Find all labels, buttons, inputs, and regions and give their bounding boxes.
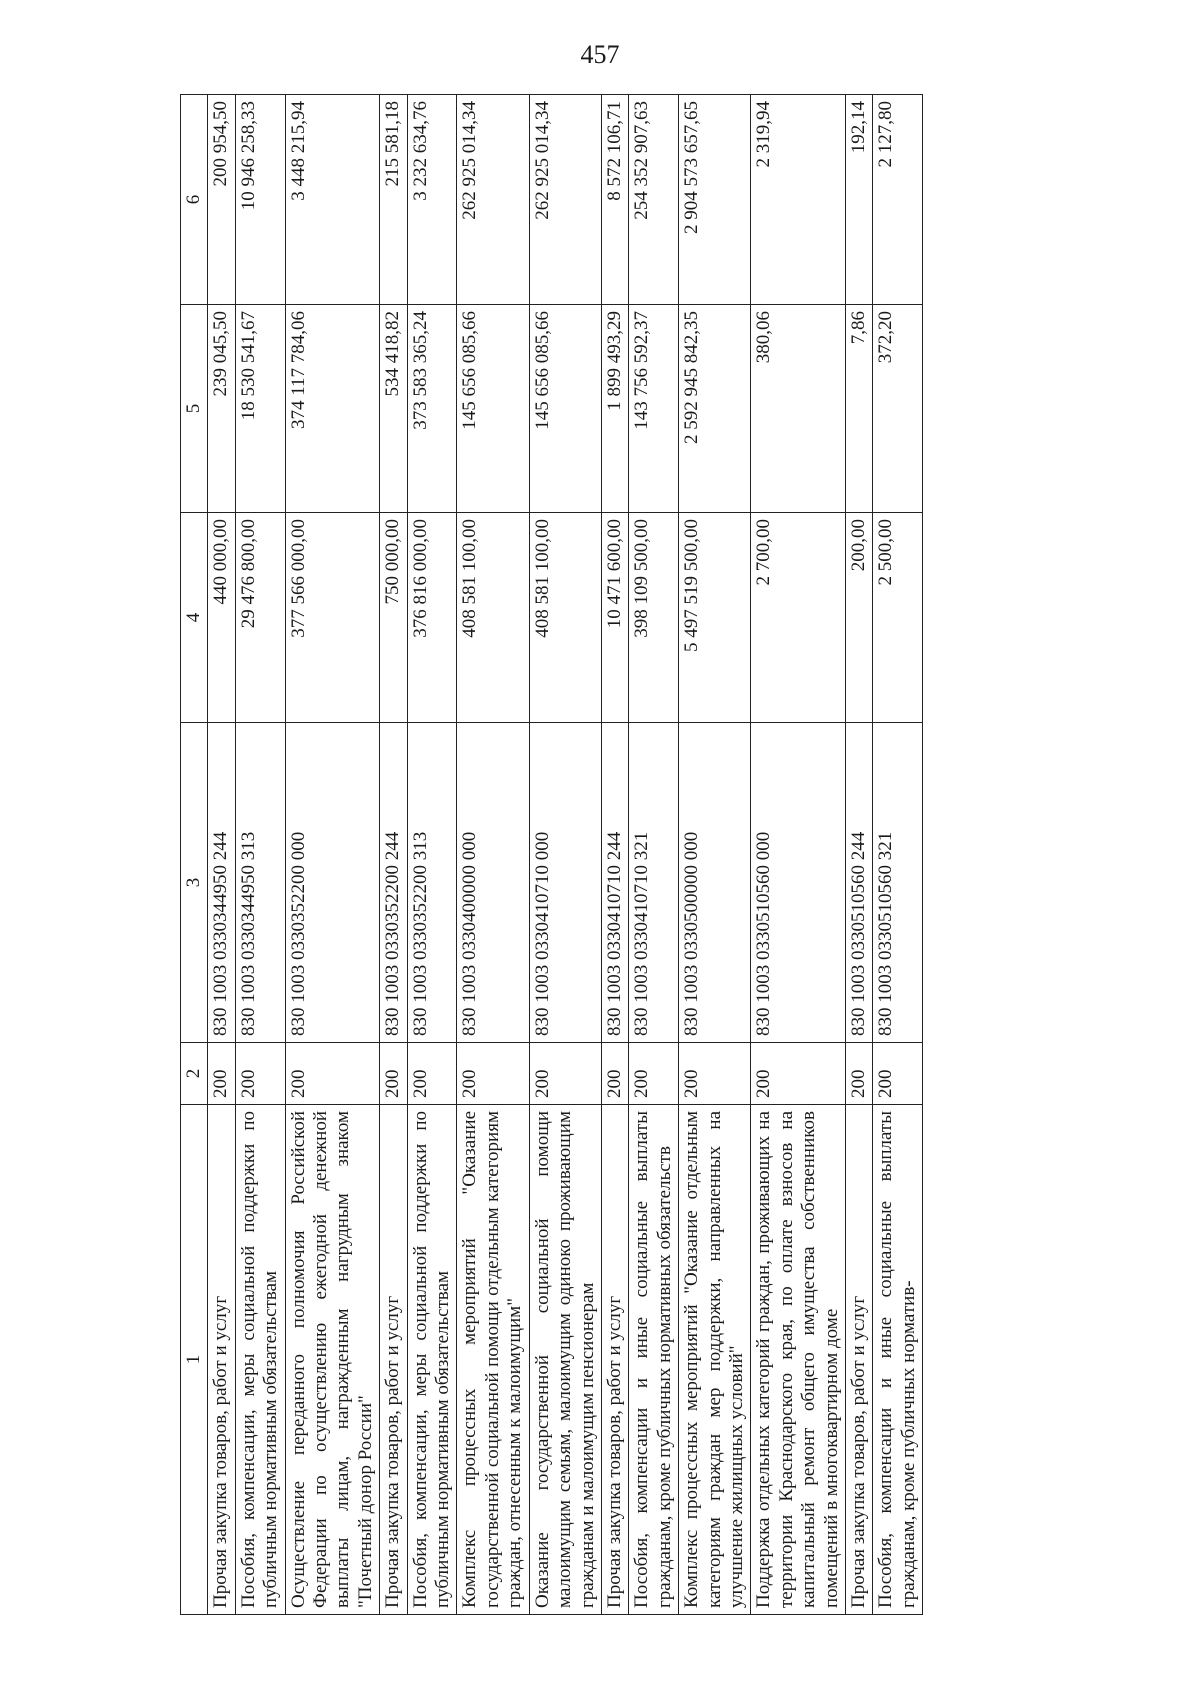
cell-name: Прочая закупка товаров, работ и услуг: [601, 1105, 628, 1615]
cell-name: Комплекс процессных мероприятий "Оказание государственной социальной помощи отдельным категориям граждан, отнесенным к малоимущим": [457, 1105, 529, 1615]
cell-name: Осуществление переданного полномочия Российской Федерации по осуществлению ежегодной денежной выплаты лицам, награжденным нагрудным знаком "Почетный донор России": [285, 1105, 380, 1615]
cell-name: Пособия, компенсации и иные социальные выплаты гражданам, кроме публичных нормативных обязательств: [629, 1105, 679, 1615]
table-row: [208, 95, 235, 1615]
cell-approved: 2 700,00: [751, 513, 846, 723]
cell-remaining: 2 904 573 657,65: [679, 95, 751, 305]
cell-executed: 374 117 784,06: [285, 305, 380, 513]
cell-name: Прочая закупка товаров, работ и услуг: [380, 1105, 407, 1615]
cell-approved: 440 000,00: [208, 513, 235, 723]
table-row: [285, 95, 380, 1615]
cell-remaining: 3 448 215,94: [285, 95, 380, 305]
cell-classification: 830 1003 0330410710 244: [601, 723, 628, 1043]
table-row: [873, 95, 923, 1615]
cell-remaining: 192,14: [845, 95, 872, 305]
table-header-row: [181, 95, 208, 1615]
cell-name: Поддержка отдельных категорий граждан, проживающих на территории Краснодарского края, по оплате взносов на капитальный ремонт общего имущества собственников помещений в многоквартирном доме: [751, 1105, 846, 1615]
table-row: [845, 95, 872, 1615]
cell-code: 200: [529, 1043, 601, 1105]
cell-classification: 830 1003 0330344950 244: [208, 723, 235, 1043]
cell-classification: 830 1003 0330500000 000: [679, 723, 751, 1043]
cell-classification: 830 1003 0330410710 321: [629, 723, 679, 1043]
cell-classification: 830 1003 0330400000 000: [457, 723, 529, 1043]
cell-name: Пособия, компенсации и иные социальные выплаты гражданам, кроме публичных норматив-: [873, 1105, 923, 1615]
cell-remaining: 262 925 014,34: [529, 95, 601, 305]
cell-code: 200: [751, 1043, 846, 1105]
cell-remaining: 215 581,18: [380, 95, 407, 305]
cell-classification: 830 1003 0330410710 000: [529, 723, 601, 1043]
cell-approved: 376 816 000,00: [407, 513, 457, 723]
column-header: 5: [181, 305, 208, 513]
cell-code: 200: [407, 1043, 457, 1105]
column-header: 3: [181, 723, 208, 1043]
cell-remaining: 3 232 634,76: [407, 95, 457, 305]
cell-code: 200: [629, 1043, 679, 1105]
column-header: 4: [181, 513, 208, 723]
cell-executed: 7,86: [845, 305, 872, 513]
cell-approved: 398 109 500,00: [629, 513, 679, 723]
cell-remaining: 2 127,80: [873, 95, 923, 305]
cell-approved: 2 500,00: [873, 513, 923, 723]
cell-classification: 830 1003 0330344950 313: [235, 723, 285, 1043]
cell-executed: 373 583 365,24: [407, 305, 457, 513]
cell-executed: 145 656 085,66: [457, 305, 529, 513]
cell-code: 200: [380, 1043, 407, 1105]
cell-approved: 200,00: [845, 513, 872, 723]
cell-code: 200: [208, 1043, 235, 1105]
table-row: [629, 95, 679, 1615]
cell-name: Прочая закупка товаров, работ и услуг: [208, 1105, 235, 1615]
cell-name: Комплекс процессных мероприятий "Оказание отдельным категориям граждан мер поддержки, направленных на улучшение жилищных условий": [679, 1105, 751, 1615]
cell-remaining: 262 925 014,34: [457, 95, 529, 305]
cell-approved: 29 476 800,00: [235, 513, 285, 723]
cell-classification: 830 1003 0330352200 244: [380, 723, 407, 1043]
cell-approved: 408 581 100,00: [529, 513, 601, 723]
column-header: 1: [181, 1105, 208, 1615]
table-row: [457, 95, 529, 1615]
cell-classification: 830 1003 0330510560 000: [751, 723, 846, 1043]
cell-classification: 830 1003 0330352200 313: [407, 723, 457, 1043]
cell-approved: 377 566 000,00: [285, 513, 380, 723]
cell-classification: 830 1003 0330510560 321: [873, 723, 923, 1043]
page-number: 457: [580, 40, 620, 69]
cell-name: Пособия, компенсации, меры социальной поддержки по публичным нормативным обязательствам: [407, 1105, 457, 1615]
rotated-table-container: [180, 95, 1060, 1615]
cell-name: Прочая закупка товаров, работ и услуг: [845, 1105, 872, 1615]
cell-code: 200: [873, 1043, 923, 1105]
column-header: 6: [181, 95, 208, 305]
cell-executed: 239 045,50: [208, 305, 235, 513]
table-row: [679, 95, 751, 1615]
cell-remaining: 10 946 258,33: [235, 95, 285, 305]
cell-remaining: 200 954,50: [208, 95, 235, 305]
cell-code: 200: [457, 1043, 529, 1105]
cell-code: 200: [845, 1043, 872, 1105]
cell-remaining: 254 352 907,63: [629, 95, 679, 305]
cell-remaining: 8 572 106,71: [601, 95, 628, 305]
cell-executed: 380,06: [751, 305, 846, 513]
cell-code: 200: [679, 1043, 751, 1105]
table-row: [380, 95, 407, 1615]
cell-approved: 5 497 519 500,00: [679, 513, 751, 723]
table-row: [751, 95, 846, 1615]
cell-executed: 534 418,82: [380, 305, 407, 513]
cell-remaining: 2 319,94: [751, 95, 846, 305]
cell-approved: 408 581 100,00: [457, 513, 529, 723]
table-row: [601, 95, 628, 1615]
cell-approved: 750 000,00: [380, 513, 407, 723]
cell-name: Оказание государственной социальной помощи малоимущим семьям, малоимущим одиноко проживающим гражданам и малоимущим пенсионерам: [529, 1105, 601, 1615]
cell-code: 200: [285, 1043, 380, 1105]
cell-executed: 143 756 592,37: [629, 305, 679, 513]
cell-executed: 18 530 541,67: [235, 305, 285, 513]
cell-executed: 145 656 085,66: [529, 305, 601, 513]
column-header: 2: [181, 1043, 208, 1105]
cell-name: Пособия, компенсации, меры социальной поддержки по публичным нормативным обязательствам: [235, 1105, 285, 1615]
cell-executed: 1 899 493,29: [601, 305, 628, 513]
table-row: [235, 95, 285, 1615]
table-row: [529, 95, 601, 1615]
cell-code: 200: [235, 1043, 285, 1105]
cell-classification: 830 1003 0330510560 244: [845, 723, 872, 1043]
cell-executed: 2 592 945 842,35: [679, 305, 751, 513]
cell-classification: 830 1003 0330352200 000: [285, 723, 380, 1043]
cell-approved: 10 471 600,00: [601, 513, 628, 723]
cell-code: 200: [601, 1043, 628, 1105]
budget-table: [180, 94, 923, 1615]
table-row: [407, 95, 457, 1615]
cell-executed: 372,20: [873, 305, 923, 513]
